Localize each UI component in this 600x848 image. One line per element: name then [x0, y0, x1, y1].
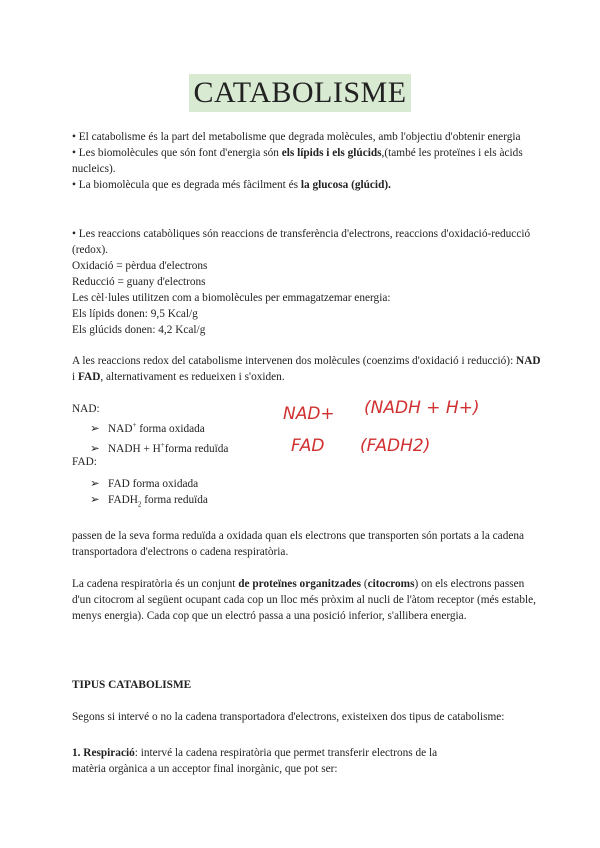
- text: i: [72, 371, 78, 383]
- subscript: 2: [137, 500, 142, 509]
- text: forma oxidada: [136, 422, 205, 435]
- types-intro-paragraph: Segons si intervé o no la cadena transportadora d'electrons, existeixen dos tipus de catabolisme:: [72, 711, 505, 723]
- coenzymes-paragraph: [72, 353, 542, 385]
- intro-paragraph-1: • El catabolisme és la part del metabolisme que degrada molècules, amb l'objectiu d'obtenir energia: [72, 131, 521, 143]
- emphasis-text: NAD: [516, 355, 541, 367]
- arrow-bullet-icon: ➢: [90, 494, 100, 506]
- respiration-block: [72, 745, 472, 777]
- page-title: CATABOLISME: [189, 74, 410, 112]
- text: , alternativament es redueixen i s'oxiden.: [100, 371, 285, 383]
- handwritten-nad-plus: NAD+: [283, 404, 335, 424]
- text: ) on els electrons passen d'un citocrom al següent ocupant cada cop un lloc més pròxim al nucli de l'àtom receptor (més estable, menys energia). Cada cop que un electró passa a una posició inferior, s'allibera energia.: [72, 578, 536, 622]
- handwritten-nadh-plus: (NADH + H+): [364, 398, 480, 418]
- intro-section: [72, 129, 542, 193]
- text: (: [361, 578, 368, 590]
- text: • Les biomolècules que són font d'energia són: [72, 147, 282, 159]
- text: ,(també les proteïnes i els àcids nucleics).: [72, 147, 523, 175]
- types-heading-block: [72, 677, 542, 693]
- superscript: +: [160, 440, 165, 449]
- handwritten-fadh2: (FADH2): [360, 436, 431, 456]
- redox-line-4: Les cèl·lules utilitzen com a biomolècules per emmagatzemar energia:: [72, 292, 391, 304]
- intro-paragraph-2: [72, 145, 542, 177]
- nad-label: NAD:: [72, 403, 100, 415]
- text: A les reaccions redox del catabolisme intervenen dos molècules (coenzims d'oxidació i reducció):: [72, 355, 517, 367]
- emphasis-text: FAD: [77, 371, 101, 383]
- respiration-paragraph: [72, 745, 472, 777]
- emphasis-text: de proteïnes organitzades: [238, 578, 362, 590]
- chain-section: [72, 576, 542, 624]
- text: FADH: [108, 494, 138, 506]
- text: : intervé la cadena respiratòria que permet transferir electrons de la matèria orgànica a un acceptor final inorgànic, que pot ser:: [72, 747, 438, 775]
- fad-item-2: [72, 492, 542, 512]
- text: forma reduïda: [164, 442, 229, 455]
- redox-section: [72, 226, 542, 338]
- types-intro-block: [72, 709, 542, 725]
- text: • La biomolècula que es degrada més fàcilment és: [72, 179, 301, 191]
- text: FAD forma oxidada: [108, 478, 199, 490]
- arrow-bullet-icon: ➢: [90, 442, 100, 455]
- fad-label: FAD:: [72, 456, 97, 468]
- transfer-section: [72, 528, 542, 560]
- redox-line-5: Els lípids donen: 9,5 Kcal/g: [72, 308, 198, 320]
- redox-line-1: • Les reaccions catabòliques són reaccions de transferència d'electrons, reaccions d'oxidació-reducció (redox).: [72, 228, 531, 256]
- emphasis-text: 1. Respiració: [72, 747, 135, 759]
- emphasis-text: els lípids i els glúcids: [281, 147, 382, 159]
- coenzymes-section: [72, 353, 542, 385]
- chain-paragraph: [72, 576, 542, 624]
- types-heading: TIPUS CATABOLISME: [72, 679, 192, 691]
- text: La cadena respiratòria és un conjunt: [72, 578, 239, 590]
- text: NAD: [108, 422, 133, 435]
- fad-section: [72, 454, 542, 512]
- fad-item-1: [72, 476, 542, 492]
- arrow-bullet-icon: ➢: [90, 422, 100, 435]
- redox-line-3: Reducció = guany d'electrons: [72, 276, 206, 288]
- emphasis-text: la glucosa (glúcid).: [300, 179, 391, 191]
- transfer-paragraph: passen de la seva forma reduïda a oxidada quan els electrons que transporten són portats a la cadena transportadora d'electrons o cadena respiratòria.: [72, 530, 525, 558]
- redox-line-2: Oxidació = pèrdua d'electrons: [72, 260, 208, 272]
- superscript: +: [132, 421, 137, 429]
- emphasis-text: citocroms: [367, 578, 415, 590]
- arrow-bullet-icon: ➢: [90, 478, 100, 490]
- text: NADH + H: [108, 442, 161, 455]
- redox-line-6: Els glúcids donen: 4,2 Kcal/g: [72, 324, 206, 336]
- handwritten-fad: FAD: [291, 436, 325, 456]
- intro-paragraph-3: [72, 177, 542, 193]
- text: forma reduïda: [141, 494, 208, 506]
